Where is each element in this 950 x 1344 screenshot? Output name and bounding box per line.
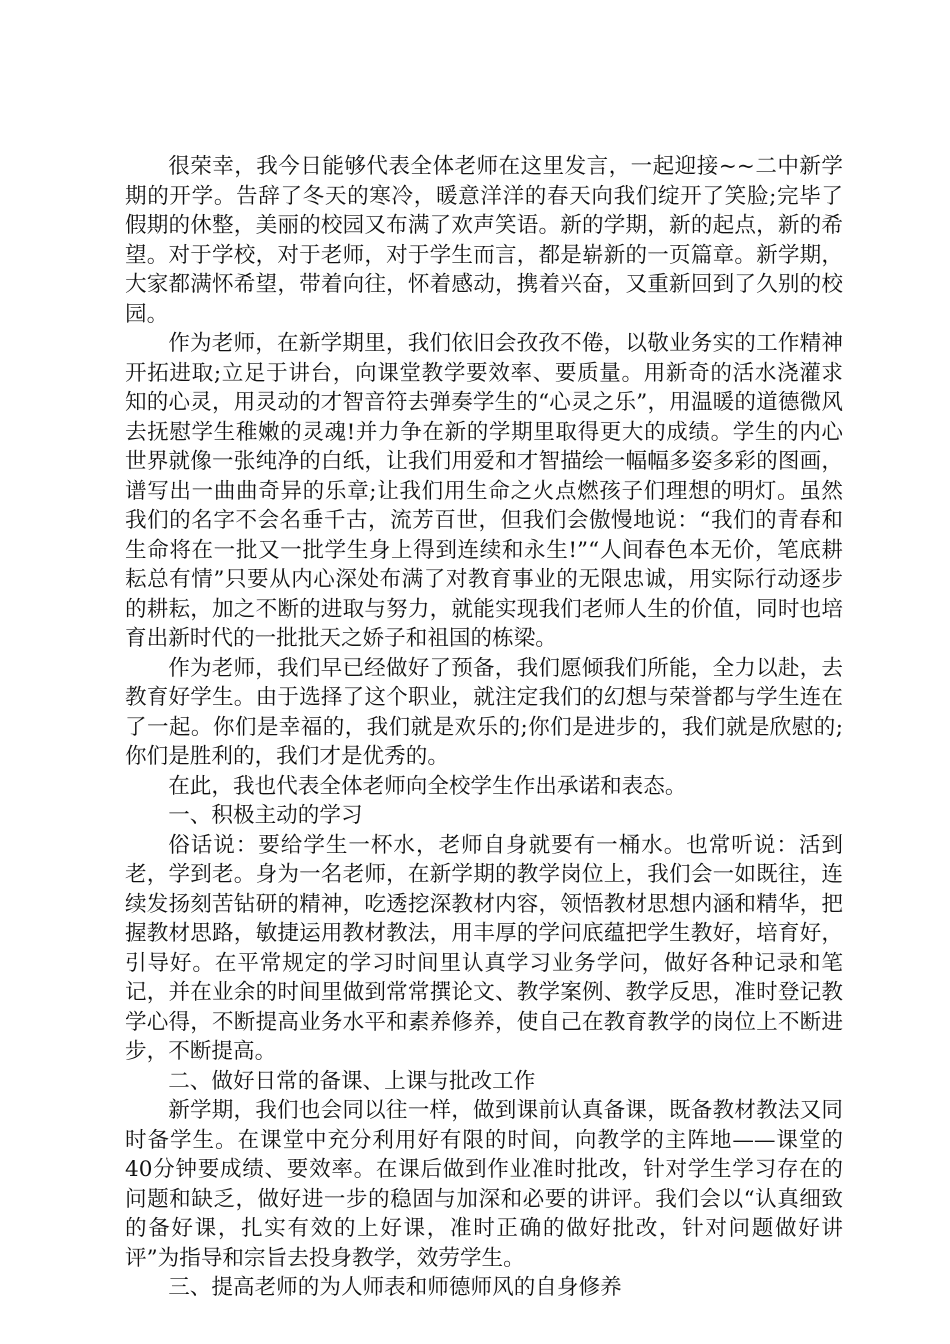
paragraph-teaching-work: 新学期，我们也会同以往一样，做到课前认真备课，既备教材教法又同时备学生。在课堂中充分利用好有限的时间，向教学的主阵地——课堂的40分钟要成绩、要效率。在课后做到作业准时批改，针对学生学习存在的问题和缺乏，做好进一步的稳固与加深和必要的讲评。我们会以“认真细致的备好课，扎实有效的上好课，准时正确的做好批改，针对问题做好讲评”为指导和宗旨去投身教学，效劳学生。 bbox=[125, 1098, 843, 1271]
paragraph-commitment: 在此，我也代表全体老师向全校学生作出承诺和表态。 bbox=[168, 773, 687, 799]
document-body bbox=[125, 152, 843, 1303]
paragraph-teacher-role: 作为老师，在新学期里，我们依旧会孜孜不倦，以敬业务实的工作精神开拓进取;立足于讲台，向课堂教学要效率、要质量。用新奇的活水浇灌求知的心灵，用灵动的才智音符去弹奏学生的“心灵之乐”，用温暖的道德微风去抚慰学生稚嫩的灵魂!并力争在新的学期里取得更大的成绩。学生的内心世界就像一张纯净的白纸，让我们用爱和才智描绘一幅幅多姿多彩的图画，谱写出一曲曲奇异的乐章;让我们用生命之火点燃孩子们理想的明灯。虽然我们的名字不会名垂千古，流芳百世，但我们会傲慢地说：“我们的青春和生命将在一批又一批学生身上得到连续和永生!”“人间春色本无价，笔底耕耘总有情”只要从内心深处布满了对教育事业的无限忠诚，用实际行动逐步的耕耘，加之不断的进取与努力，就能实现我们老师人生的价值，同时也培育出新时代的一批批天之娇子和祖国的栋梁。 bbox=[125, 331, 843, 651]
paragraph-opening: 很荣幸，我今日能够代表全体老师在这里发言，一起迎接~~二中新学期的开学。告辞了冬天的寒冷，暖意洋洋的春天向我们绽开了笑脸;完毕了假期的休整，美丽的校园又布满了欢声笑语。新的学期，新的起点，新的希望。对于学校，对于老师，对于学生而言，都是崭新的一页篇章。新学期，大家都满怀希望，带着向往，怀着感动，携着兴奋，又重新回到了久别的校园。 bbox=[125, 154, 843, 327]
section-heading-2: 二、做好日常的备课、上课与批改工作 bbox=[168, 1068, 536, 1094]
section-heading-3: 三、提高老师的为人师表和师德师风的自身修养 bbox=[168, 1275, 622, 1300]
section-heading-1: 一、积极主动的学习 bbox=[168, 803, 363, 828]
paragraph-learning: 俗话说：要给学生一杯水，老师自身就要有一桶水。也常听说：活到老，学到老。身为一名老师，在新学期的教学岗位上，我们会一如既往，连续发扬刻苦钻研的精神，吃透挖深教材内容，领悟教材思想内涵和精华，把握教材思路，敏捷运用教材教法，用丰厚的学问底蕴把学生教好，培育好，引导好。在平常规定的学习时间里认真学习业务学问，做好各种记录和笔记，并在业余的时间里做到常常撰论文、教学案例、教学反思，准时登记教学心得，不断提高业务水平和素养修养，使自己在教育教学的岗位上不断进步，不断提高。 bbox=[125, 832, 843, 1064]
paragraph-preparation: 作为老师，我们早已经做好了预备，我们愿倾我们所能，全力以赴，去教育好学生。由于选择了这个职业，就注定我们的幻想与荣誉都与学生连在了一起。你们是幸福的，我们就是欢乐的;你们是进步的，我们就是欣慰的;你们是胜利的，我们才是优秀的。 bbox=[125, 655, 843, 769]
